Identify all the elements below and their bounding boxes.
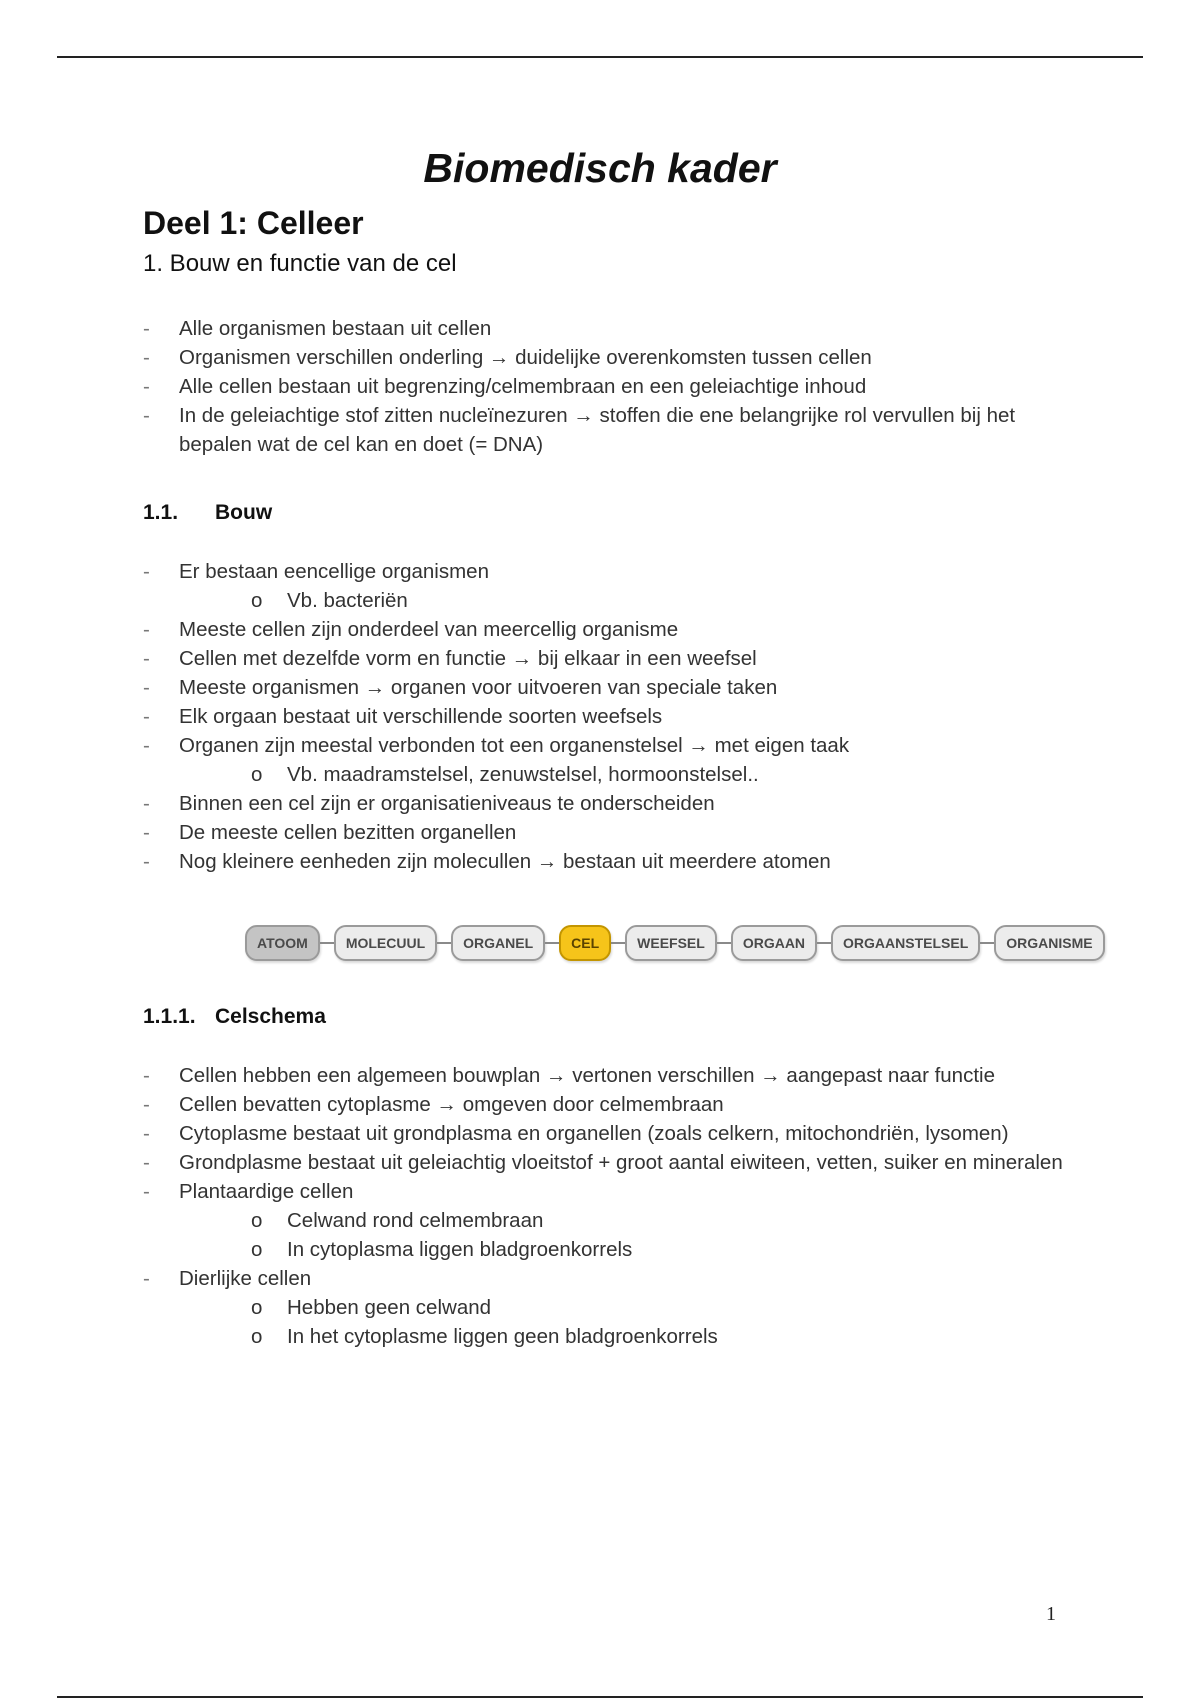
level-organel: ORGANEL — [451, 925, 545, 961]
connector — [320, 942, 334, 944]
intro-list — [143, 314, 1073, 459]
level-weefsel: WEEFSEL — [625, 925, 717, 961]
list-item: - Cytoplasme bestaat uit grondplasma en organellen (zoals celkern, mitochondriën, lysomen) — [143, 1119, 1073, 1148]
list-item: - Alle organismen bestaan uit cellen — [143, 314, 1073, 343]
celschema-list — [143, 1061, 1073, 1351]
list-item: - Meeste organismen → organen voor uitvoeren van speciale taken — [143, 673, 1073, 702]
sub-list-item: o Vb. bacteriën — [143, 586, 1073, 615]
header-rule — [57, 56, 1143, 58]
list-item: - Cellen met dezelfde vorm en functie → bij elkaar in een weefsel — [143, 644, 1073, 673]
level-cel: CEL — [559, 925, 611, 961]
page-number: 1 — [1046, 1603, 1056, 1625]
connector — [980, 942, 994, 944]
section-title: Bouw — [215, 501, 273, 524]
part-heading: Deel 1: Celleer — [143, 205, 364, 241]
level-orgaan: ORGAAN — [731, 925, 817, 961]
chapter-heading: 1. Bouw en functie van de cel — [143, 250, 457, 277]
list-item: - Er bestaan eencellige organismen — [143, 557, 1073, 586]
list-item: - Nog kleinere eenheden zijn molecullen → bestaan uit meerdere atomen — [143, 847, 1073, 876]
sub-list-item: o Celwand rond celmembraan — [143, 1206, 1073, 1235]
section-number: 1.1. — [143, 501, 179, 524]
list-item: - Cellen hebben een algemeen bouwplan → vertonen verschillen → aangepast naar functie — [143, 1061, 1073, 1090]
sub-list-item: o In het cytoplasme liggen geen bladgroenkorrels — [143, 1322, 1073, 1351]
list-item: - Organismen verschillen onderling → duidelijke overenkomsten tussen cellen — [143, 343, 1073, 372]
connector — [717, 942, 731, 944]
sub-list-item: o In cytoplasma liggen bladgroenkorrels — [143, 1235, 1073, 1264]
sub-list-item: o Hebben geen celwand — [143, 1293, 1073, 1322]
connector — [545, 942, 559, 944]
list-item: - Alle cellen bestaan uit begrenzing/celmembraan en een geleiachtige inhoud — [143, 372, 1073, 401]
level-orgaanstelsel: ORGAANSTELSEL — [831, 925, 980, 961]
list-item: - Binnen een cel zijn er organisatieniveaus te onderscheiden — [143, 789, 1073, 818]
list-item: - Cellen bevatten cytoplasme → omgeven door celmembraan — [143, 1090, 1073, 1119]
list-item: - Grondplasme bestaat uit geleiachtig vloeitstof + groot aantal eiwiteen, vetten, suiker en mineralen — [143, 1148, 1073, 1177]
list-item: - Organen zijn meestal verbonden tot een organenstelsel → met eigen taak — [143, 731, 1073, 760]
section-title: Celschema — [215, 1005, 326, 1028]
list-item: - In de geleiachtige stof zitten nucleïnezuren → stoffen die ene belangrijke rol vervullen bij het bepalen wat de cel kan en doet (= DNA) — [143, 401, 1073, 459]
section-heading-celschema — [143, 1005, 326, 1029]
section-number: 1.1.1. — [143, 1005, 196, 1028]
sub-list-item: o Vb. maadramstelsel, zenuwstelsel, hormoonstelsel.. — [143, 760, 1073, 789]
list-item: - Dierlijke cellen — [143, 1264, 1073, 1293]
list-item: - Plantaardige cellen — [143, 1177, 1073, 1206]
document-title: Biomedisch kader — [423, 145, 777, 191]
level-organisme: ORGANISME — [994, 925, 1104, 961]
connector — [437, 942, 451, 944]
connector — [611, 942, 625, 944]
level-molecuul: MOLECUUL — [334, 925, 437, 961]
level-atoom: ATOOM — [245, 925, 320, 961]
section-heading-bouw — [143, 501, 272, 525]
list-item: - Meeste cellen zijn onderdeel van meercellig organisme — [143, 615, 1073, 644]
bouw-list — [143, 557, 1073, 876]
organisation-levels-diagram — [245, 925, 1105, 961]
footer-rule — [57, 1696, 1143, 1698]
connector — [817, 942, 831, 944]
list-item: - De meeste cellen bezitten organellen — [143, 818, 1073, 847]
list-item: - Elk orgaan bestaat uit verschillende soorten weefsels — [143, 702, 1073, 731]
